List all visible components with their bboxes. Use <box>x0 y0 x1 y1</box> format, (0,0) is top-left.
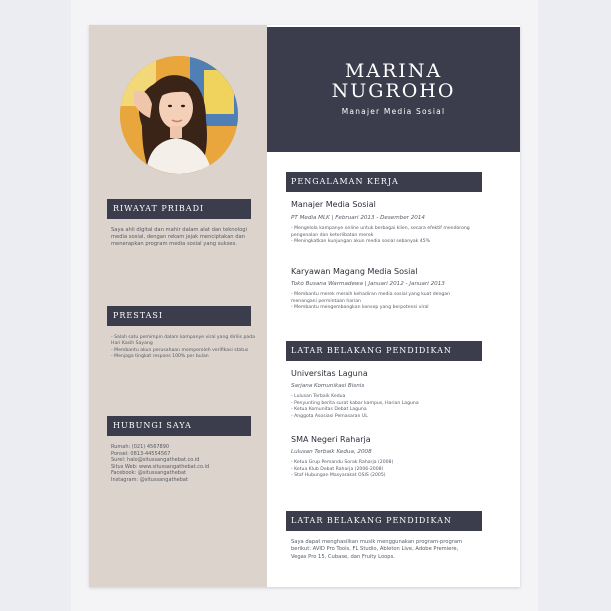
school-bullet: - Ketua Klub Debat Raharja (2006-2008) <box>291 466 384 472</box>
contact-email: Surel: halo@situssangathebat.co.id <box>111 457 200 464</box>
school-name: Universitas Laguna <box>291 369 368 378</box>
achievement-line: - Membantu akun perusahaan memperoleh verifikasi status <box>111 347 249 353</box>
achievement-line: - Salah satu pemimpin dalam kampanye viral yang dirilis pada <box>111 335 255 340</box>
job-role: Manajer Media Sosial <box>341 107 446 116</box>
job-bullet: pengenalan dan keterlibatan merek <box>291 232 374 238</box>
section-experience-title: PENGALAMAN KERJA <box>286 172 482 192</box>
portrait-illustration <box>120 56 238 174</box>
contact-list <box>111 444 255 484</box>
resume-page <box>89 25 520 587</box>
profile-photo <box>120 56 238 174</box>
section-personal-title: RIWAYAT PRIBADI <box>107 199 251 219</box>
last-name: NUGROHO <box>331 80 456 102</box>
school-bullets <box>291 460 487 480</box>
school-name: SMA Negeri Raharja <box>291 435 371 444</box>
skills-line: Vegas Pro 15, Cubase, dan Fruity Loops. <box>291 553 395 560</box>
achievement-line: - Menjaga tingkat respons 100% per bulan <box>111 354 209 360</box>
job-bullet: - Meningkatkan kunjungan akun media sosial sebanyak 45% <box>291 239 430 245</box>
contact-facebook: Facebook: @situssangathebat <box>111 470 186 477</box>
first-name: MARINA <box>344 60 443 82</box>
contact-phone-mobile: Ponsel: 0813-44554567 <box>111 450 171 457</box>
skills-text <box>291 539 487 561</box>
personal-summary <box>111 227 255 249</box>
personal-line: Saya ahli digital dan mahir dalam alat dan teknologi <box>111 227 248 233</box>
job-subtitle: Toko Busana Warmadewa | Januari 2012 - Januari 2013 <box>291 281 445 287</box>
school-degree: Sarjana Komunikasi Bisnis <box>291 383 365 389</box>
job-title: Karyawan Magang Media Sosial <box>291 267 418 276</box>
achievement-line: Hari Kasih Sayang <box>111 341 153 347</box>
contact-phone-home: Rumah: (021) 4567890 <box>111 444 170 450</box>
personal-line: menerapkan program media sosial yang sukses. <box>111 241 237 248</box>
job-bullet: - Membantu merek meraih kehadiran media sosial yang kuat dengan <box>291 292 451 297</box>
skills-line: Saya dapat menghasilkan musik menggunakan program-program <box>291 539 463 545</box>
school-bullets <box>291 394 487 420</box>
contact-instagram: Instagram: @situssangathebat <box>111 476 188 483</box>
school-bullet: - Ketua Komunitas Debat Laguna <box>291 407 367 413</box>
contact-website: Situs Web: www.situssangathebat.co.id <box>111 463 210 470</box>
job-title: Manajer Media Sosial <box>291 200 376 209</box>
section-contact-title: HUBUNGI SAYA <box>107 416 251 436</box>
school-bullet: - Ketua Grup Pemandu Sorak Raharja (2008) <box>291 460 394 465</box>
school-degree: Lulusan Terbaik Kedua, 2008 <box>291 449 372 455</box>
job-bullets <box>291 292 487 312</box>
skills-line: berikut: AVID Pro Tools, FL Studio, Ableton Live, Adobe Premiere, <box>291 546 459 553</box>
job-bullet: menangani permintaan harian <box>291 298 361 304</box>
section-education-title: LATAR BELAKANG PENDIDIKAN <box>286 341 482 361</box>
job-bullet: - Mengelola kampanye online untuk berbagai klien, secara efektif mendorong <box>291 226 470 231</box>
school-bullet: - Staf Hubungan Masyarakat OSIS (2005) <box>291 473 386 479</box>
personal-line: media sosial, dengan rekam jejak menciptakan dan <box>111 234 245 241</box>
school-bullet: - Penyunting berita surat kabar kampus, Harian Laguna <box>291 400 419 406</box>
job-bullet: - Membantu mengembangkan konsep yang berpotensi viral <box>291 305 429 311</box>
section-skills-title: LATAR BELAKANG PENDIDIKAN <box>286 511 482 531</box>
job-bullets <box>291 226 487 246</box>
section-achievements-title: PRESTASI <box>107 306 251 326</box>
school-bullet: - Lulusan Terbaik Kedua <box>291 394 346 399</box>
achievements-list <box>111 335 255 361</box>
school-bullet: - Anggota Asosiasi Pemasaran UL <box>291 413 368 419</box>
job-subtitle: PT Media MLK | Februari 2013 - Desember 2014 <box>291 215 425 221</box>
